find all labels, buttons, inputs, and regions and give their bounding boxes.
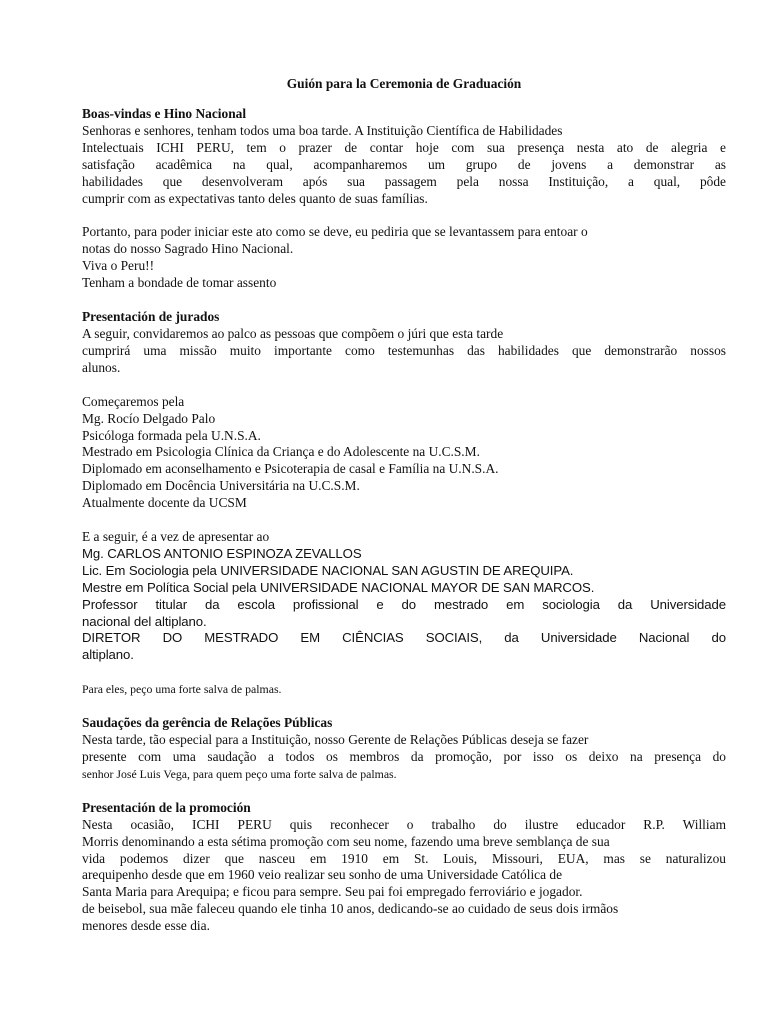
- section-presentacion-de-jurados: [82, 309, 726, 698]
- text-line: Nesta ocasião, ICHI PERU quis reconhecer o trabalho do ilustre educador R.P. William: [82, 816, 726, 832]
- text-line: Mg. Rocío Delgado Palo: [82, 410, 216, 426]
- paragraph: [82, 224, 726, 292]
- text-line: Psicóloga formada pela U.N.S.A.: [82, 427, 261, 443]
- section-heading: Presentación de jurados: [82, 309, 220, 325]
- document-body: [82, 106, 726, 935]
- section-presentacion-de-la-promocion: [82, 800, 726, 935]
- paragraph: [82, 326, 726, 377]
- section-heading: Saudações da gerência de Relações Públicas: [82, 715, 333, 731]
- text-line: Diplomado em Docência Universitária na U.C.S.M.: [82, 478, 360, 494]
- text-line: E a seguir, é a vez de apresentar ao: [82, 529, 270, 545]
- text-line: cumprirá uma missão muito importante como testemunhas das habilidades que demonstrarão nossos: [82, 342, 726, 358]
- text-line: altiplano.: [82, 647, 134, 663]
- section-heading: Presentación de la promoción: [82, 799, 251, 815]
- paragraph: [82, 817, 726, 935]
- document-title: Guión para la Ceremonia de Graduación: [286, 76, 522, 91]
- text-line: cumprir com as expectativas tanto deles quanto de suas famílias.: [82, 190, 428, 206]
- text-line: Atualmente docente da UCSM: [82, 495, 247, 511]
- text-line: Viva o Peru!!: [82, 258, 155, 274]
- text-line: notas do nosso Sagrado Hino Nacional.: [82, 241, 294, 257]
- text-line: DIRETOR DO MESTRADO EM CIÊNCIAS SOCIAIS, da Universidade Nacional do: [82, 630, 726, 646]
- paragraph: [82, 529, 726, 664]
- paragraph: [82, 732, 726, 783]
- text-line: nacional del altiplano.: [82, 613, 207, 629]
- text-line: Mestrado em Psicologia Clínica da Criança e do Adolescente na U.C.S.M.: [82, 444, 480, 460]
- text-line: satisfação acadêmica na qual, acompanharemos um grupo de jovens a demonstrar as: [82, 156, 726, 172]
- text-line: A seguir, convidaremos ao palco as pessoas que compõem o júri que esta tarde: [82, 325, 504, 341]
- text-line: habilidades que desenvolveram após sua passagem pela nossa Instituição, a qual, pôde: [82, 173, 726, 189]
- text-line: Morris denominando a esta sétima promoção com seu nome, fazendo uma breve semblança de sua: [82, 833, 610, 849]
- paragraph: [82, 681, 726, 698]
- text-line: alunos.: [82, 359, 121, 375]
- section-boas-vindas-e-hino-nacional: [82, 106, 726, 292]
- text-line: Tenham a bondade de tomar assento: [82, 275, 277, 291]
- text-line: Portanto, para poder iniciar este ato como se deve, eu pediria que se levantassem para entoar o: [82, 224, 588, 240]
- section-saudacoes-da-gerencia-de-relacoes-publicas: [82, 715, 726, 783]
- text-line: Professor titular da escola profissional e do mestrado em sociologia da Universidade: [82, 596, 726, 612]
- text-line: Santa Maria para Arequipa; e ficou para sempre. Seu pai foi empregado ferroviário e jogador.: [82, 884, 583, 900]
- text-line: Senhoras e senhores, tenham todos uma boa tarde. A Instituição Científica de Habilidades: [82, 122, 563, 138]
- text-line: arequipenho desde que em 1960 veio realizar seu sonho de uma Universidade Católica de: [82, 867, 563, 883]
- paragraph: [82, 394, 726, 512]
- section-heading: Boas-vindas e Hino Nacional: [82, 106, 247, 121]
- text-line: Começaremos pela: [82, 393, 185, 409]
- text-line: de beisebol, sua mãe faleceu quando ele tinha 10 anos, dedicando-se ao cuidado de seus dois irmãos: [82, 901, 619, 917]
- text-line: senhor José Luis Vega, para quem peço uma forte salva de palmas.: [82, 766, 397, 781]
- text-line: Intelectuais ICHI PERU, tem o prazer de contar hoje com sua presença nesta ato de alegria e: [82, 139, 726, 155]
- text-line: Diplomado em aconselhamento e Psicoterapia de casal e Família na U.N.S.A.: [82, 461, 499, 477]
- text-line: Para eles, peço uma forte salva de palmas.: [82, 682, 282, 697]
- paragraph: [82, 123, 726, 208]
- text-line: menores desde esse dia.: [82, 918, 210, 934]
- text-line: vida podemos dizer que nasceu em 1910 em St. Louis, Missouri, EUA, mas se naturalizou: [82, 850, 726, 866]
- text-line: Lic. Em Sociologia pela UNIVERSIDADE NACIONAL SAN AGUSTIN DE AREQUIPA.: [82, 562, 574, 578]
- text-line: Nesta tarde, tão especial para a Instituição, nosso Gerente de Relações Públicas deseja se fazer: [82, 732, 589, 748]
- text-line: Mestre em Política Social pela UNIVERSIDADE NACIONAL MAYOR DE SAN MARCOS.: [82, 579, 595, 595]
- text-line: Mg. CARLOS ANTONIO ESPINOZA ZEVALLOS: [82, 545, 362, 561]
- text-line: presente com uma saudação a todos os membros da promoção, por isso os deixo na presença do: [82, 749, 726, 764]
